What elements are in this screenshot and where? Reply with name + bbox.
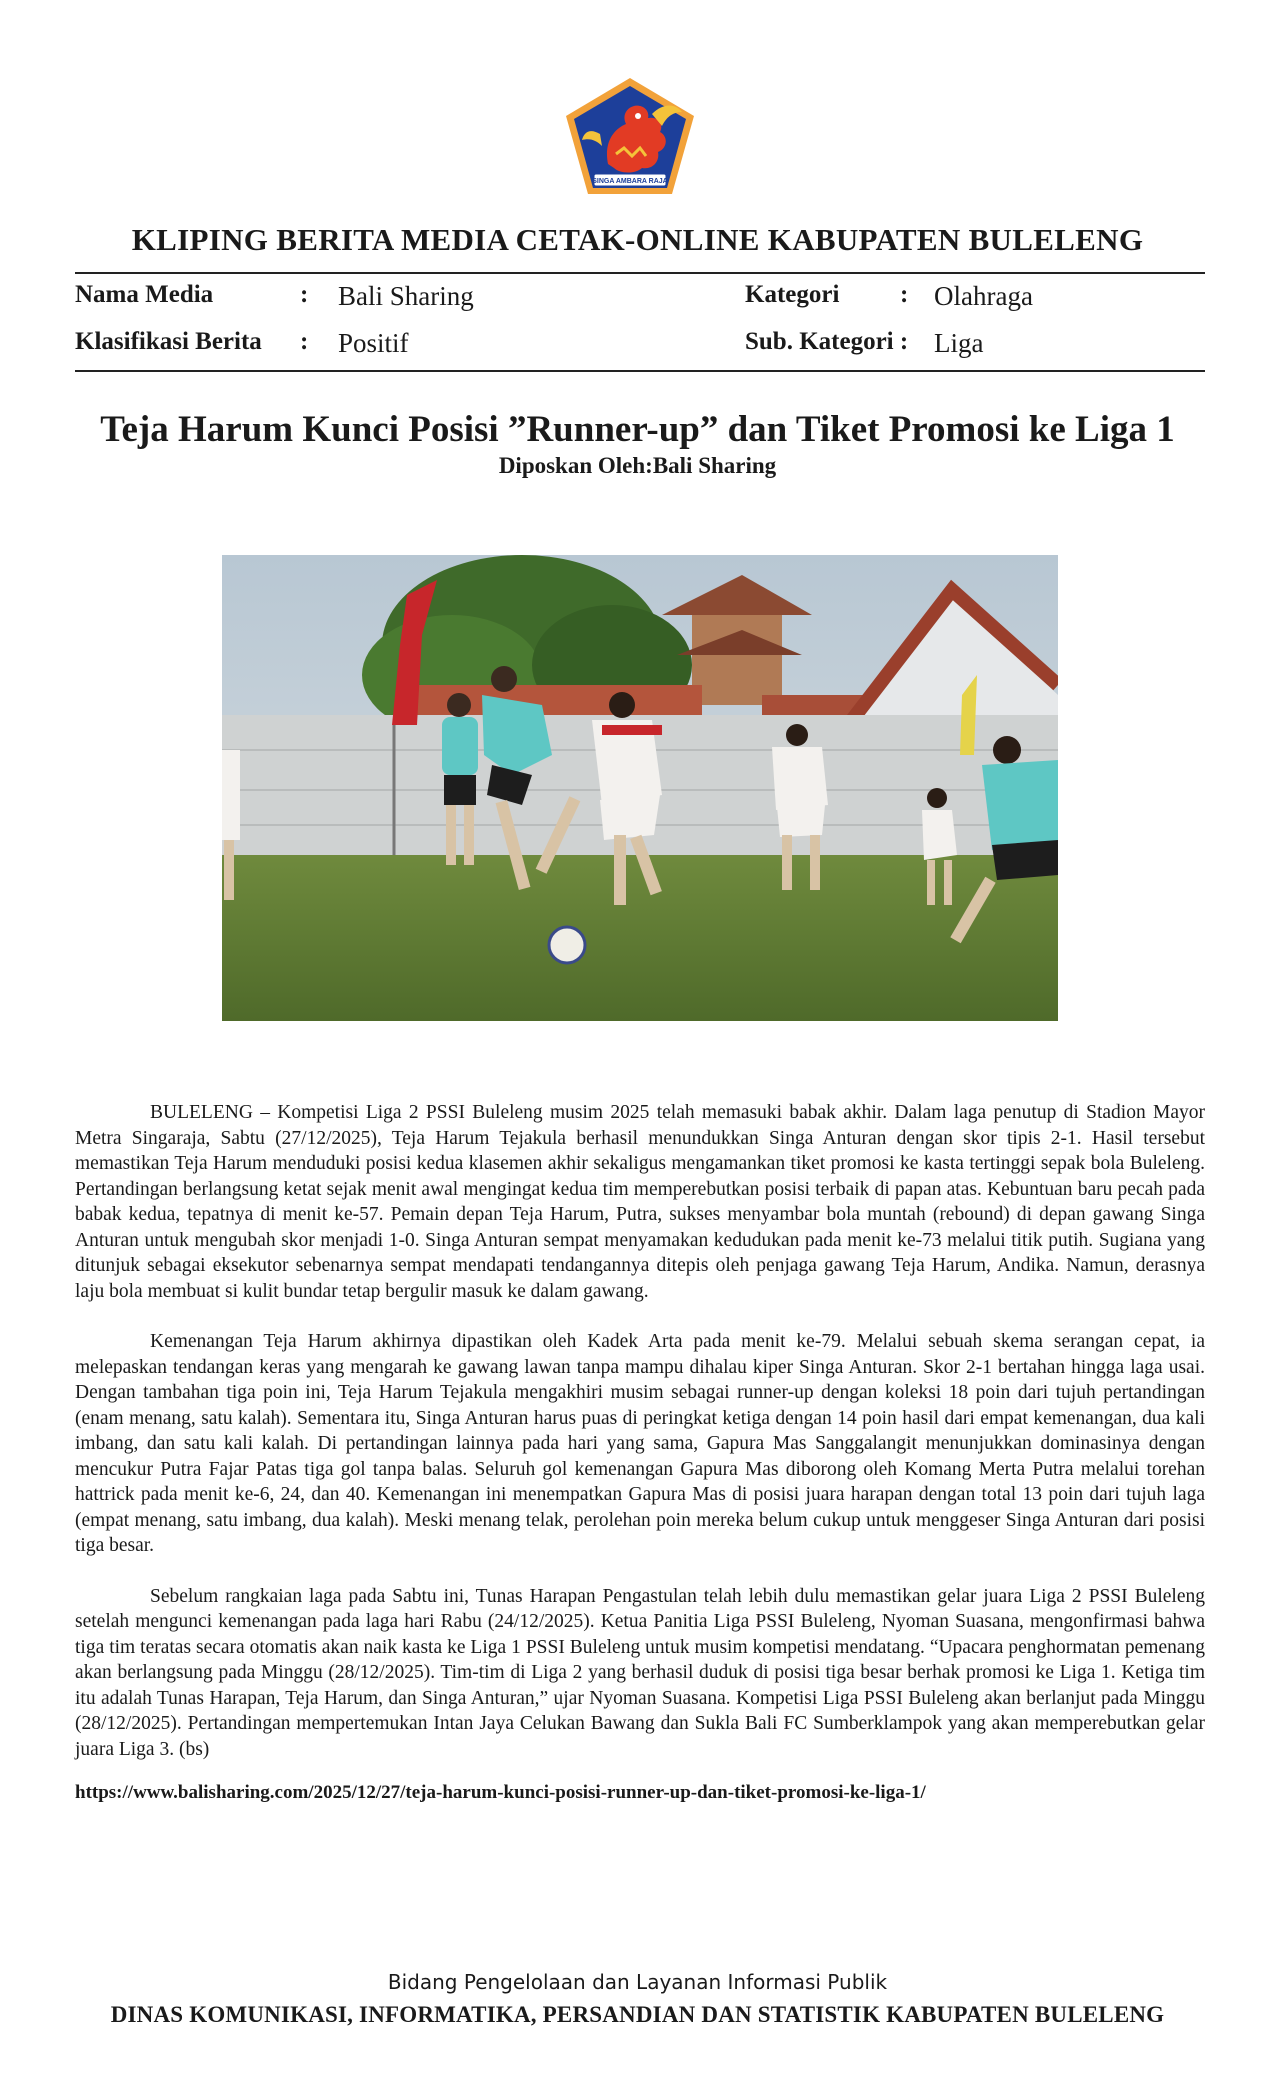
article-paragraph-3: Sebelum rangkaian laga pada Sabtu ini, Tunas Harapan Pengastulan telah lebih dulu memastikan gelar juara Liga 2 PSSI Buleleng setelah mengunci kemenangan pada laga hari Rabu (24/12/2025). Ketua Panitia Liga PSSI Buleleng, Nyoman Suasana, mengonfirmasi bahwa tiga tim teratas secara otomatis akan naik kasta ke Liga 1 PSSI Buleleng untuk musim kompetisi mendatang. “Upacara penghormatan pemenang akan berlangsung pada Minggu (28/12/2025). Tim-tim di Liga 2 yang berhasil duduk di posisi tiga besar berhak promosi ke Liga 1. Ketiga tim itu adalah Tunas Harapan, Teja Harum, dan Singa Anturan,” ujar Nyoman Suasana. Kompetisi Liga PSSI Buleleng akan berlanjut pada Minggu (28/12/2025). Pertandingan mempertemukan Intan Jaya Celukan Bawang dan Sukla Bali FC Sumberklampok yang akan memperebutkan gelar juara Liga 3. (bs) [75, 1585, 1205, 1760]
klasifikasi-berita-colon: : [300, 328, 309, 355]
nama-media-value: Bali Sharing [338, 281, 474, 311]
source-url-link[interactable]: https://www.balisharing.com/2025/12/27/teja-harum-kunci-posisi-runner-up-dan-tiket-promosi-ke-liga-1/ [75, 1782, 926, 1803]
kategori-colon: : [900, 281, 909, 308]
singa-ambara-raja-emblem-icon [560, 74, 700, 200]
sub-kategori-value: Liga [934, 328, 984, 358]
sub-kategori-label: Sub. Kategori : [745, 328, 909, 355]
header-bottom-rule [75, 370, 1205, 372]
nama-media-label: Nama Media [75, 281, 214, 308]
article-body [75, 1100, 1205, 1787]
kliping-header-title: KLIPING BERITA MEDIA CETAK-ONLINE KABUPATEN BULELENG [131, 222, 1144, 257]
footer-bidang: Bidang Pengelolaan dan Layanan Informasi Publik [387, 1970, 888, 1994]
kategori-label: Kategori [745, 281, 840, 308]
klasifikasi-berita-value: Positif [338, 328, 409, 358]
football-match-photo [222, 555, 1058, 1021]
footer-dinas: DINAS KOMUNIKASI, INFORMATIKA, PERSANDIAN DAN STATISTIK KABUPATEN BULELENG [110, 2002, 1165, 2027]
nama-media-colon: : [300, 281, 309, 308]
article-byline: Diposkan Oleh:Bali Sharing [498, 453, 777, 478]
klasifikasi-berita-label: Klasifikasi Berita [75, 328, 262, 355]
kategori-value: Olahraga [934, 281, 1033, 311]
article-paragraph-2: Kemenangan Teja Harum akhirnya dipastikan oleh Kadek Arta pada menit ke-79. Melalui sebuah skema serangan cepat, ia melepaskan tendangan keras yang mengarah ke gawang lawan tanpa mampu dihalau kiper Singa Anturan. Skor 2-1 bertahan hingga laga usai. Dengan tambahan tiga poin ini, Teja Harum Tejakula mengakhiri musim sebagai runner-up dengan koleksi 18 poin dari tujuh pertandingan (enam menang, satu kalah). Sementara itu, Singa Anturan harus puas di peringkat ketiga dengan 14 poin hasil dari empat kemenangan, dua kali imbang, dan satu kali kalah. Di pertandingan lainnya pada hari yang sama, Gapura Mas Sanggalangit menunjukkan dominasinya dengan mencukur Putra Fajar Patas tiga gol tanpa balas. Seluruh gol kemenangan Gapura Mas diborong oleh Komang Merta Putra melalui torehan hattrick pada menit ke-6, 24, dan 40. Kemenangan ini menempatkan Gapura Mas di posisi juara harapan dengan total 13 poin dari tujuh laga (empat menang, satu imbang, dua kalah). Meski menang telak, perolehan poin mereka belum cukup untuk menggeser Singa Anturan dari posisi tiga besar. [75, 1331, 1205, 1556]
logo-text: SINGA AMBARA RAJA [592, 178, 668, 185]
article-headline: Teja Harum Kunci Posisi ”Runner-up” dan Tiket Promosi ke Liga 1 [100, 409, 1175, 450]
article-paragraph-1: BULELENG – Kompetisi Liga 2 PSSI Buleleng musim 2025 telah memasuki babak akhir. Dalam laga penutup di Stadion Mayor Metra Singaraja, Sabtu (27/12/2025), Teja Harum Tejakula berhasil menundukkan Singa Anturan dengan skor tipis 2-1. Hasil tersebut memastikan Teja Harum menduduki posisi kedua klasemen akhir sekaligus mengamankan tiket promosi ke kasta tertinggi sepak bola Buleleng. Pertandingan berlangsung ketat sejak menit awal mengingat kedua tim memperebutkan posisi terbaik di papan atas. Kebuntuan baru pecah pada babak kedua, tepatnya di menit ke-57. Pemain depan Teja Harum, Putra, sukses menyambar bola muntah (rebound) di depan gawang Singa Anturan untuk mengubah skor menjadi 1-0. Singa Anturan sempat menyamakan kedudukan pada menit ke-73 melalui titik putih. Sugiana yang ditunjuk sebagai eksekutor sebenarnya sempat mendapati tendangannya ditepis oleh penjaga gawang Teja Harum, Andika. Namun, derasnya laju bola membuat si kulit bundar tetap bergulir masuk ke dalam gawang. [75, 1102, 1205, 1302]
header-top-rule [75, 272, 1205, 274]
